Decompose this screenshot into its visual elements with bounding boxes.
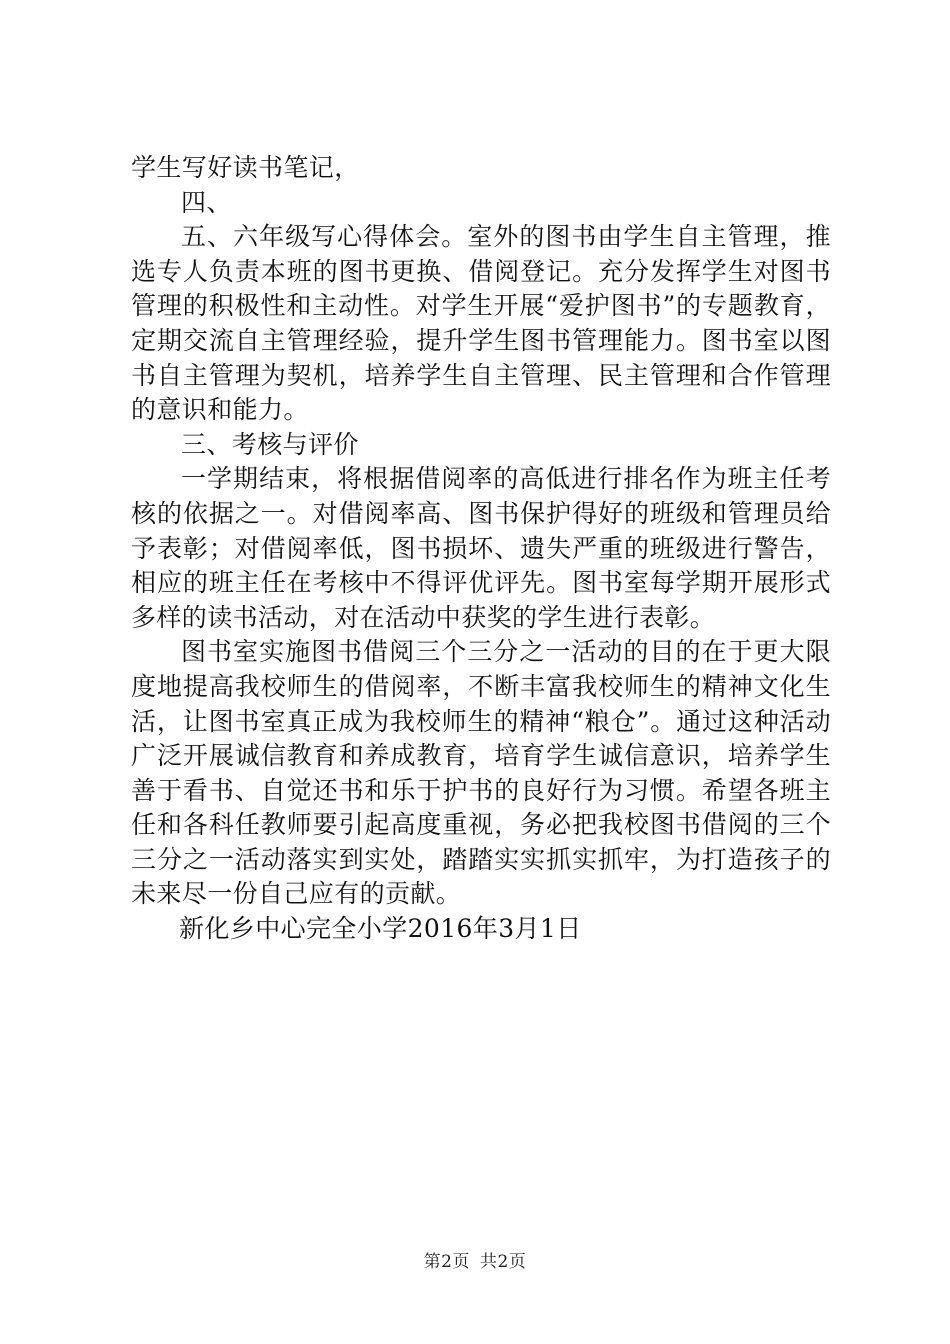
page-footer [0, 1251, 950, 1273]
paragraph: 五、六年级写心得体会。室外的图书由学生自主管理，推选专人负责本班的图书更换、借阅登记。充分发挥学生对图书管理的积极性和主动性。对学生开展“爱护图书”的专题教育，定期交流自主管理经验，提升学生图书管理能力。图书室以图书自主管理为契机，培养学生自主管理、民主管理和合作管理的意识和能力。 [131, 222, 831, 425]
signature-line: 新化乡中心完全小学2016年3月1日 [179, 914, 582, 944]
paragraph: 图书室实施图书借阅三个三分之一活动的目的在于更大限度地提高我校师生的借阅率，不断丰富我校师生的精神文化生活，让图书室真正成为我校师生的精神“粮仓”。通过这种活动广泛开展诚信教育和养成教育，培育学生诚信意识，培养学生善于看书、自觉还书和乐于护书的良好行为习惯。希望各班主任和各科任教师要引起高度重视，务必把我校图书借阅的三个三分之一活动落实到实处，踏踏实实抓实抓牢，为打造孩子的未来尽一份自己应有的贡献。 [131, 637, 831, 909]
document-body [131, 151, 831, 947]
section-heading: 三、考核与评价 [181, 429, 359, 459]
paragraph: 学生写好读书笔记， [131, 153, 360, 182]
paragraph: 一学期结束，将根据借阅率的高低进行排名作为班主任考核的依据之一。对借阅率高、图书保护得好的班级和管理员给予表彰；对借阅率低，图书损坏、遗失严重的班级进行警告，相应的班主任在考核中不得评优评先。图书室每学期开展形式多样的读书活动，对在活动中获奖的学生进行表彰。 [131, 464, 831, 632]
paragraph: 四、 [181, 187, 232, 217]
page-total: 共2页 [480, 1252, 527, 1272]
page-number: 第2页 [423, 1252, 470, 1272]
